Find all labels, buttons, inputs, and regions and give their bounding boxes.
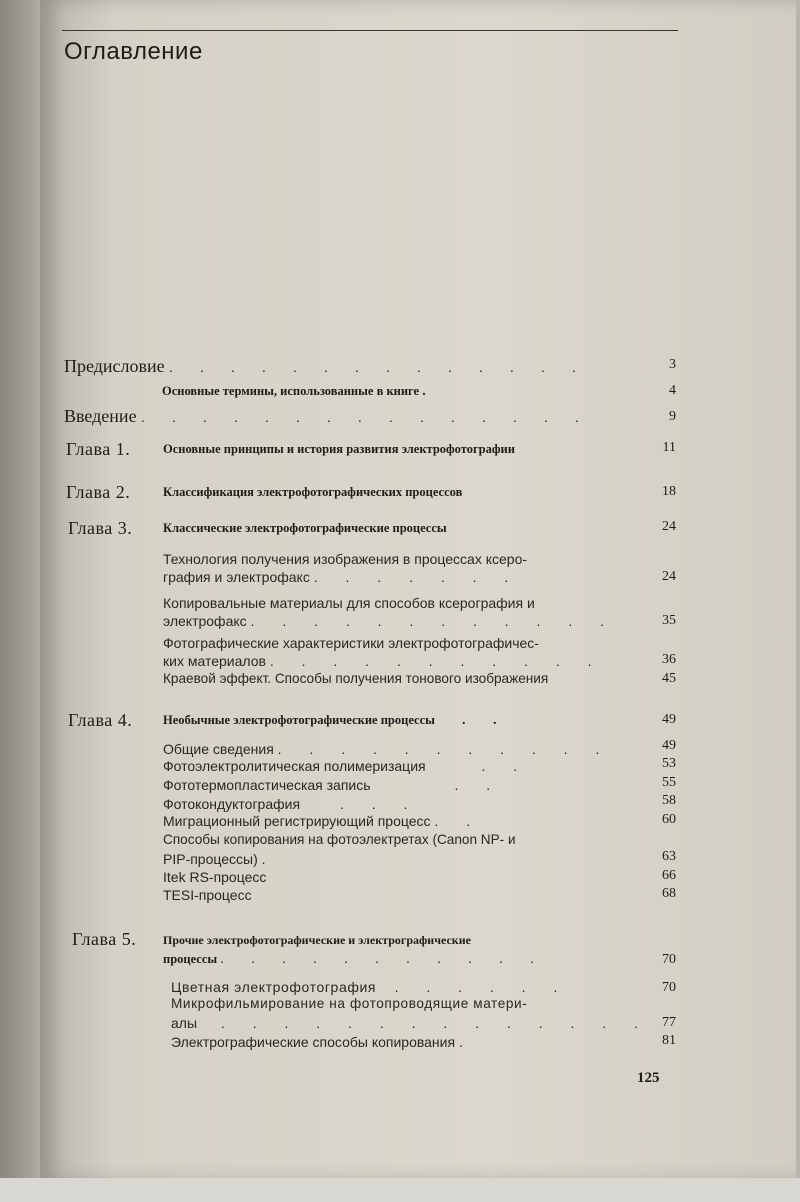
toc-title: Оглавление <box>64 38 203 65</box>
section-line: Способы копирования на фотоэлектретах (Canon NP- и <box>163 832 516 847</box>
toc-entry-label: Введение <box>64 406 137 426</box>
chapter-title <box>163 713 509 729</box>
page-ref: 24 <box>662 519 676 534</box>
toc-entry-label: Основные термины, использованные в книге <box>162 384 420 398</box>
page-ref: 81 <box>662 1033 676 1048</box>
section-line <box>163 569 520 585</box>
section-text: Электрографические способы копирования <box>171 1034 456 1050</box>
leader-dots: . <box>261 851 278 867</box>
leader-dots: . . <box>481 758 530 774</box>
page-ref: 3 <box>669 357 676 372</box>
page-ref: 63 <box>662 849 676 864</box>
toc-entry-introduction <box>64 406 591 427</box>
page-ref: 35 <box>662 613 676 628</box>
page-ref: 18 <box>662 484 676 499</box>
chapter-title-text: Необычные электрофотографические процессы <box>163 713 435 727</box>
section-text: графия и электрофакс <box>163 569 310 585</box>
chapter-title: Классические электрофотографические процессы <box>163 521 447 535</box>
page-ref: 45 <box>662 671 676 686</box>
section-line: TESI-процесс <box>163 887 252 903</box>
toc-entry-label: Предисловие <box>64 356 165 376</box>
section-line <box>163 741 611 757</box>
section-line <box>171 979 569 995</box>
page-ref: 77 <box>662 1015 676 1030</box>
section-text: Цветная электрофотография <box>171 979 377 995</box>
section-text: ких материалов <box>163 653 266 669</box>
section-line: Технология получения изображения в процессах ксеро- <box>163 551 528 567</box>
page-number: 125 <box>637 1070 660 1086</box>
page-ref: 36 <box>662 652 676 667</box>
leader-dots: . . <box>454 777 503 793</box>
section-text: Общие сведения <box>163 741 274 757</box>
chapter-label: Глава 3. <box>68 518 133 538</box>
leader-dots: . <box>422 384 438 399</box>
page-ref: 70 <box>662 980 676 995</box>
section-text: Фотоэлектролитическая полимеризация <box>163 758 426 774</box>
leader-dots: . . . . . . . . . . . <box>277 741 612 757</box>
leader-dots: . . . . . . . . . . . . . . <box>169 361 588 376</box>
leader-dots: . <box>458 1034 475 1050</box>
leader-dots: . . <box>462 713 509 728</box>
section-line: Микрофильмирование на фотопроводящие матери- <box>171 996 528 1011</box>
page-ref: 49 <box>662 738 676 753</box>
section-line: Копировальные материалы для способов ксерография и <box>163 595 535 611</box>
chapter-title-text: процессы <box>163 952 218 966</box>
toc-entry-preface <box>64 356 588 377</box>
section-text: Фототермопластическая запись <box>163 777 371 793</box>
chapter-title: Классификация электрофотографических процессов <box>163 485 463 499</box>
leader-dots: . . . . . . . . . . . <box>269 653 604 669</box>
chapter-title: Прочие электрофотографические и электрографические <box>163 933 471 947</box>
page-ref: 55 <box>662 775 676 790</box>
section-line <box>171 1034 475 1050</box>
chapter-title-cont <box>163 952 546 968</box>
page-ref: 49 <box>662 712 676 727</box>
page-ref: 53 <box>662 756 676 771</box>
chapter-label: Глава 4. <box>68 710 133 730</box>
section-text: электрофакс <box>163 613 247 629</box>
page-ref: 70 <box>662 952 676 967</box>
chapter-label: Глава 5. <box>72 929 137 949</box>
section-line <box>163 851 278 867</box>
section-line: Itek RS-процесс <box>163 869 267 885</box>
section-text: алы <box>171 1015 198 1031</box>
chapter-label: Глава 1. <box>66 439 131 459</box>
page-ref: 60 <box>662 812 676 827</box>
section-line <box>163 813 482 829</box>
header-rule <box>62 30 678 31</box>
section-line <box>163 653 604 669</box>
section-text: Миграционный регистрирующий процесс <box>163 813 431 829</box>
leader-dots: . . . . . . . . . . . <box>220 952 546 967</box>
toc-entry-terms <box>162 384 438 400</box>
page-ref: 24 <box>662 569 676 584</box>
page-ref: 11 <box>662 440 676 455</box>
page-ref: 9 <box>669 409 676 424</box>
page-ref: 58 <box>662 793 676 808</box>
section-text: Фотокондуктография <box>163 796 301 812</box>
section-line: Краевой эффект. Способы получения тонового изображения <box>163 671 549 686</box>
section-text: PIP-процессы) <box>163 851 258 867</box>
section-line <box>171 1015 650 1031</box>
section-line <box>163 758 529 774</box>
leader-dots: . . . . . . . . . . . . <box>250 613 617 629</box>
page-ref: 66 <box>662 868 676 883</box>
leader-dots: . . . . . . . . . . . . . . . <box>141 411 591 426</box>
section-line: Фотографические характеристики электрофотографичес- <box>163 635 539 651</box>
leader-dots: . . . . . . . <box>313 569 521 585</box>
leader-dots: . . . . . . . . . . . . . . <box>220 1015 650 1031</box>
leader-dots: . . <box>434 813 483 829</box>
leader-dots: . . . . . . <box>394 979 570 995</box>
leader-dots: . . . <box>339 796 420 812</box>
chapter-label: Глава 2. <box>66 482 131 502</box>
page-bottom-edge <box>0 1178 800 1202</box>
section-line <box>163 613 616 629</box>
page-ref: 68 <box>662 886 676 901</box>
chapter-title: Основные принципы и история развития электрофотографии <box>163 442 515 456</box>
section-line <box>163 777 502 793</box>
section-line <box>163 796 419 812</box>
page-ref: 4 <box>669 383 676 398</box>
